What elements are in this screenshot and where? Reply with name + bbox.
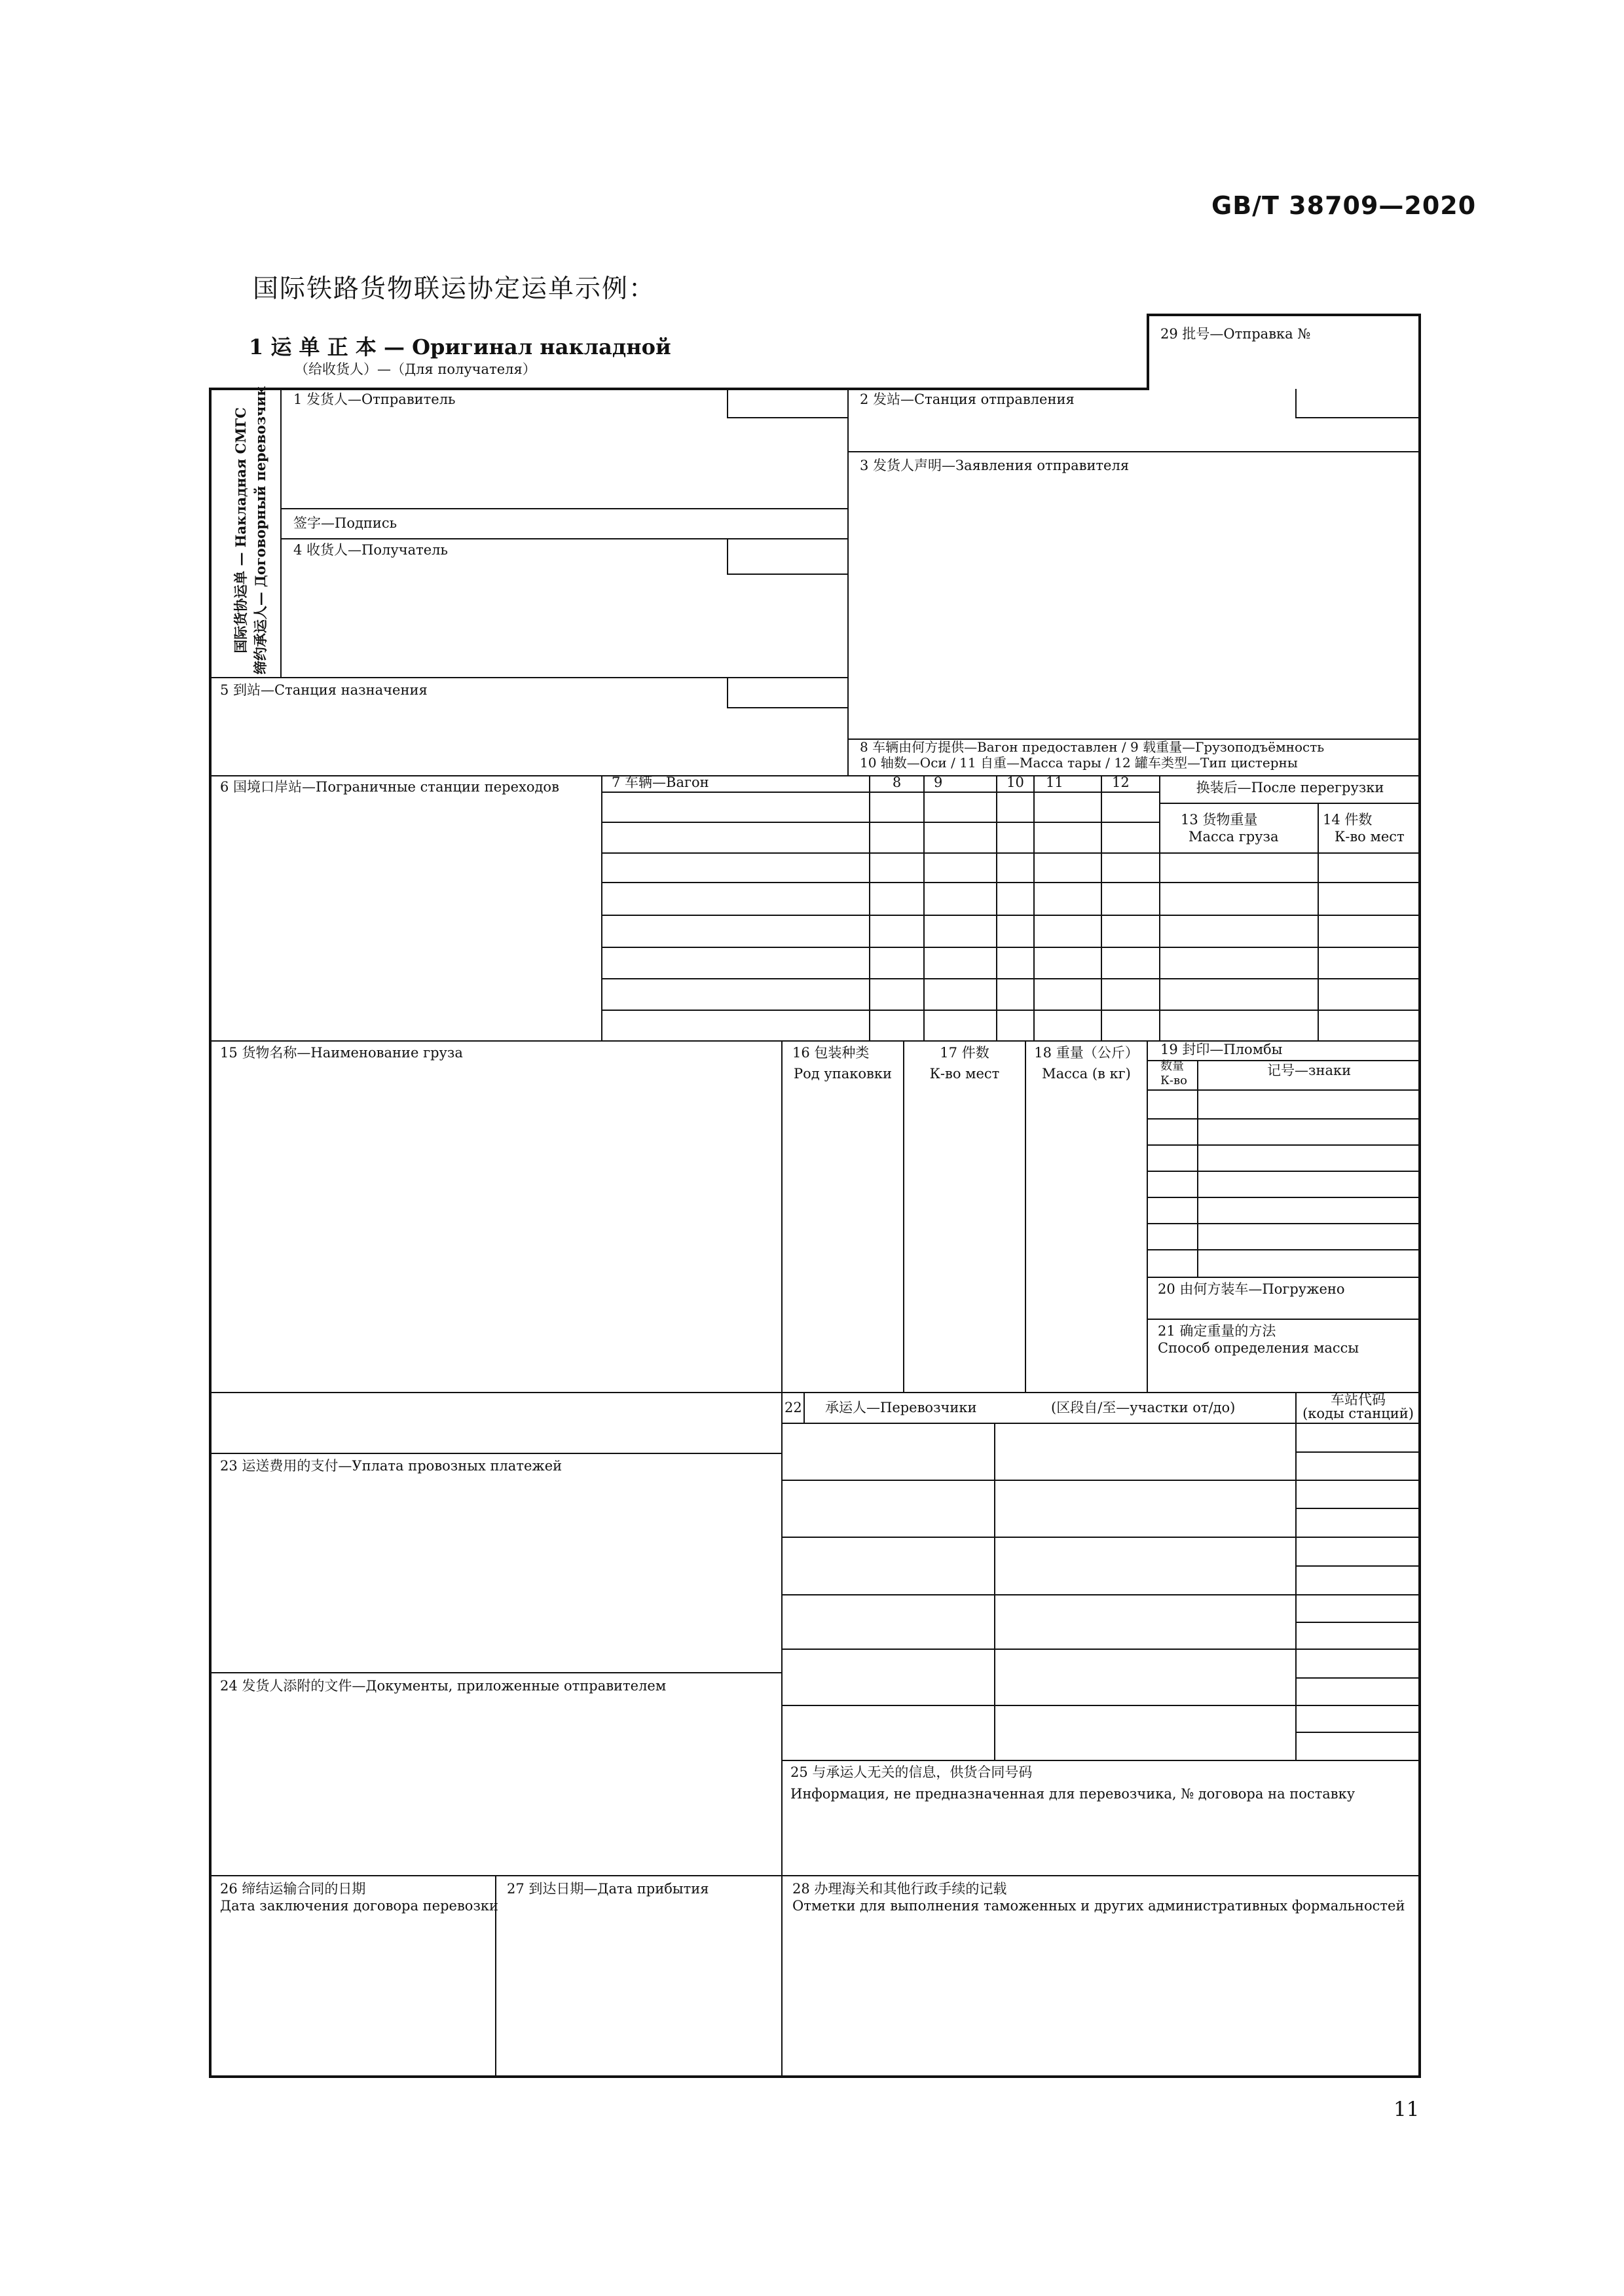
col-8-header: 8 xyxy=(892,774,902,790)
form-subtitle: （给收货人）—（Для получателя） xyxy=(295,361,536,377)
standard-number: GB/T 38709—2020 xyxy=(1211,191,1477,220)
form-title: 1 运 单 正 本 — Оригинал накладной xyxy=(249,335,671,359)
field-8-label: 8 车辆由何方提供—Вагон предоставлен / 9 载重量—Грузоподъёмность xyxy=(860,739,1325,755)
field-22-number: 22 xyxy=(784,1400,802,1415)
station-codes-label-ru: (коды станций) xyxy=(1302,1406,1414,1421)
box29-top xyxy=(1147,314,1421,316)
field-18-label-zh: 18 重量（公斤） xyxy=(1034,1045,1139,1061)
reload-header: 换装后—После перегрузки xyxy=(1196,780,1384,795)
field-25-label-ru: Информация, не предназначенная для перевозчика, № договора на поставку xyxy=(790,1786,1356,1802)
col-9-header: 9 xyxy=(934,774,943,790)
field-28-label-zh: 28 办理海关和其他行政手续的记载 xyxy=(792,1881,1007,1897)
field-14-label-zh: 14 件数 xyxy=(1323,812,1373,828)
seal-qty-label-zh: 数量 xyxy=(1160,1059,1184,1073)
field-13-label-zh: 13 货物重量 xyxy=(1181,812,1258,828)
page-number: 11 xyxy=(1393,2098,1420,2121)
signature-label: 签字—Подпись xyxy=(293,515,397,531)
frame-right xyxy=(1418,314,1421,2078)
sidebar-line-2: 缔约承运人— Договорный перевозчик xyxy=(252,386,268,675)
field-19-label: 19 封印—Пломбы xyxy=(1160,1042,1283,1057)
field-15-label: 15 货物名称—Наименование груза xyxy=(220,1045,463,1061)
field-16-label-zh: 16 包装种类 xyxy=(792,1045,870,1061)
frame-bottom xyxy=(209,2075,1421,2078)
field-29-label: 29 批号—Отправка № xyxy=(1160,326,1311,342)
field-3-label: 3 发货人声明—Заявления отправителя xyxy=(860,458,1130,473)
field-2-label: 2 发站—Станция отправления xyxy=(860,392,1075,407)
col-12-header: 12 xyxy=(1112,774,1130,790)
field-13-label-ru: Масса груза xyxy=(1189,829,1279,845)
field-22-label: 承运人—Перевозчики xyxy=(825,1400,977,1415)
field-26-label-zh: 26 缔结运输合同的日期 xyxy=(220,1881,366,1897)
field-7-label: 7 车辆—Вагон xyxy=(612,774,709,790)
col-10-header: 10 xyxy=(1006,774,1024,790)
seal-qty-label-ru: К-во xyxy=(1160,1074,1187,1087)
sidebar-line-1: 国际货协运单 — Накладная СМГС xyxy=(232,407,249,653)
field-24-label: 24 发货人添附的文件—Документы, приложенные отправителем xyxy=(220,1678,667,1694)
field-21-label-ru: Способ определения массы xyxy=(1158,1340,1359,1356)
frame-left xyxy=(209,389,212,2078)
seal-marks-label: 记号—знаки xyxy=(1267,1063,1352,1078)
col-11-header: 11 xyxy=(1046,774,1063,790)
station-codes-label-zh: 车站代码 xyxy=(1331,1392,1386,1408)
field-5-label: 5 到站—Станция назначения xyxy=(220,682,428,698)
field-4-label: 4 收货人—Получатель xyxy=(293,542,448,558)
field-18-label-ru: Масса (в кг) xyxy=(1042,1066,1131,1082)
caption: 国际铁路货物联运协定运单示例： xyxy=(253,274,656,304)
field-23-label: 23 运送费用的支付—Уплата провозных платежей xyxy=(220,1458,563,1474)
field-6-label: 6 国境口岸站—Пограничные станции переходов xyxy=(220,779,559,795)
field-10-label: 10 轴数—Оси / 11 自重—Масса тары / 12 罐车类型—Тип цистерны xyxy=(860,755,1298,771)
field-20-label: 20 由何方装车—Погружено xyxy=(1158,1281,1345,1297)
field-17-label-zh: 17 件数 xyxy=(940,1045,989,1061)
field-28-label-ru: Отметки для выполнения таможенных и других административных формальностей xyxy=(792,1898,1405,1914)
field-1-label: 1 发货人—Отправитель xyxy=(293,392,456,407)
frame-top xyxy=(209,388,1148,390)
field-14-label-ru: К-во мест xyxy=(1335,829,1405,845)
field-17-label-ru: К-во мест xyxy=(929,1066,1000,1082)
carrier-sections-label: (区段自/至—участки от/до) xyxy=(1051,1400,1236,1415)
field-27-label: 27 到达日期—Дата прибытия xyxy=(507,1881,709,1897)
box29-left xyxy=(1147,314,1149,390)
field-16-label-ru: Род упаковки xyxy=(794,1066,892,1082)
field-25-label-zh: 25 与承运人无关的信息，供货合同号码 xyxy=(790,1764,1033,1780)
sidebar-label xyxy=(231,383,277,678)
field-21-label-zh: 21 确定重量的方法 xyxy=(1158,1323,1276,1339)
field-26-label-ru: Дата заключения договора перевозки xyxy=(220,1898,499,1914)
